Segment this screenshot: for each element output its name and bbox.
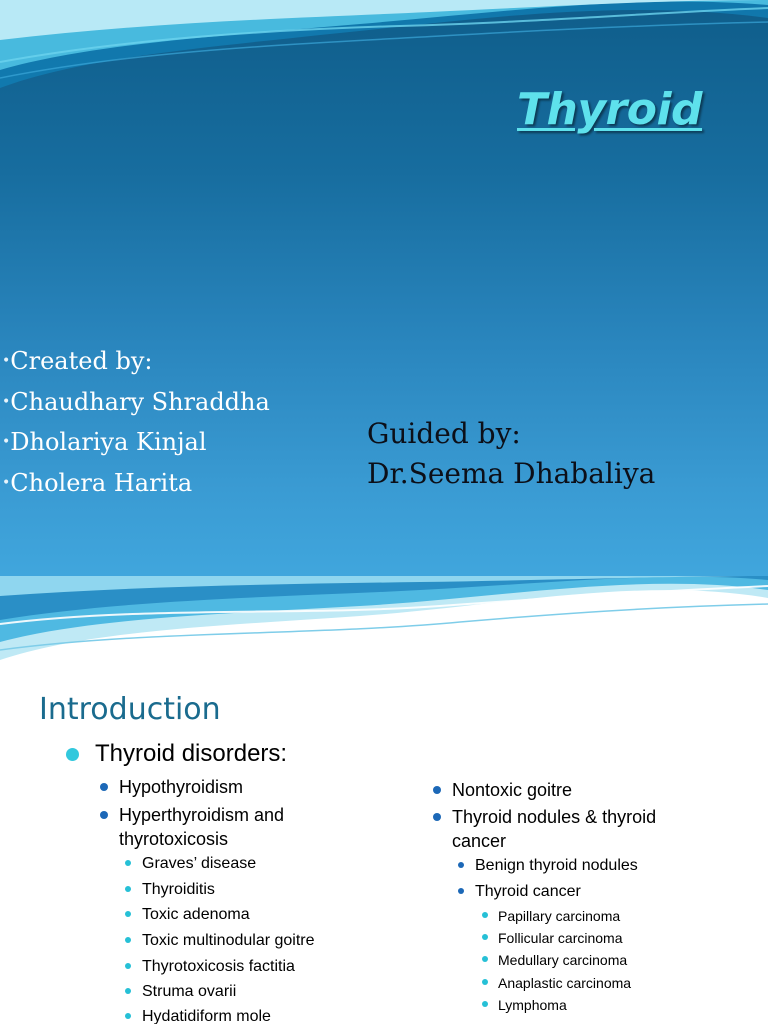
bullet-icon: [125, 988, 131, 994]
list-item-text: Struma ovarii: [142, 983, 237, 1000]
bullet-icon: [125, 860, 131, 866]
list-item-text: Graves’ disease: [142, 855, 257, 872]
list-item: [498, 973, 631, 993]
list-item-text: thyrotoxicosis: [119, 829, 229, 849]
list-item: [119, 803, 284, 851]
bullet-icon: [482, 934, 488, 940]
bullet-icon: [458, 888, 464, 894]
guide-block: [367, 414, 655, 494]
bullet-icon: [482, 956, 488, 962]
list-item: [142, 1006, 271, 1024]
bullet-icon: [125, 911, 131, 917]
list-item: [475, 881, 581, 903]
list-item: [142, 904, 250, 926]
list-item: [498, 928, 622, 948]
list-item-text: Hyperthyroidism and: [119, 805, 285, 825]
list-item-text: Toxic multinodular goitre: [142, 932, 315, 949]
list-item-text: Anaplastic carcinoma: [498, 975, 632, 991]
bullet-icon: [66, 748, 79, 761]
bullet-icon: [482, 1001, 488, 1007]
author-name: • Dholariya Kinjal: [2, 424, 270, 465]
list-item-text: Hypothyroidism: [119, 777, 244, 797]
list-item-text: Nontoxic goitre: [452, 780, 573, 800]
introduction-slide: [0, 576, 768, 1024]
slide-heading: Introduction: [39, 692, 221, 727]
list-item: [498, 906, 620, 926]
header-wave-decoration: [0, 576, 768, 666]
list-item: [119, 775, 243, 799]
bullet-icon: [100, 783, 108, 791]
bullet-icon: [482, 912, 488, 918]
author-name: • Cholera Harita: [2, 465, 270, 506]
list-item-text: Medullary carcinoma: [498, 952, 628, 968]
bullet-icon: [482, 979, 488, 985]
bullet-icon: [458, 862, 464, 868]
list-item: [452, 805, 656, 853]
created-by-label: • Created by:: [2, 343, 270, 384]
list-item: [452, 778, 572, 802]
list-item-text: Papillary carcinoma: [498, 908, 621, 924]
bullet-icon: [125, 1013, 131, 1019]
topic-bullet: [66, 740, 287, 768]
list-item: [142, 853, 256, 875]
list-item-text: Benign thyroid nodules: [475, 857, 638, 874]
list-item-text: Thyroid nodules & thyroid: [452, 807, 657, 827]
list-item: [142, 930, 315, 952]
list-item-text: Thyroiditis: [142, 881, 215, 898]
author-list: [2, 343, 270, 505]
bullet-icon: [433, 786, 441, 794]
bullet-icon: [125, 937, 131, 943]
list-item: [498, 950, 627, 970]
bullet-icon: [125, 963, 131, 969]
bullet-icon: [433, 813, 441, 821]
author-name: • Chaudhary Shraddha: [2, 384, 270, 425]
list-item: [475, 855, 638, 877]
list-item: [142, 981, 236, 1003]
guide-name: Dr.Seema Dhabaliya: [367, 457, 656, 490]
bullet-icon: [100, 811, 108, 819]
slide-title: Thyroid: [517, 84, 703, 135]
list-item: [498, 995, 567, 1015]
list-item: [142, 956, 295, 978]
list-item: [142, 879, 215, 901]
list-item-text: Toxic adenoma: [142, 906, 250, 923]
guided-by-label: Guided by:: [367, 417, 521, 450]
list-item-text: cancer: [452, 831, 507, 851]
list-item-text: Hydatidiform mole: [142, 1008, 271, 1024]
bullet-icon: [125, 886, 131, 892]
list-item-text: Thyroid cancer: [475, 883, 581, 900]
list-item-text: Follicular carcinoma: [498, 930, 623, 946]
topic-text: Thyroid disorders:: [95, 740, 288, 767]
list-item-text: Lymphoma: [498, 997, 567, 1013]
list-item-text: Thyrotoxicosis factitia: [142, 958, 295, 975]
